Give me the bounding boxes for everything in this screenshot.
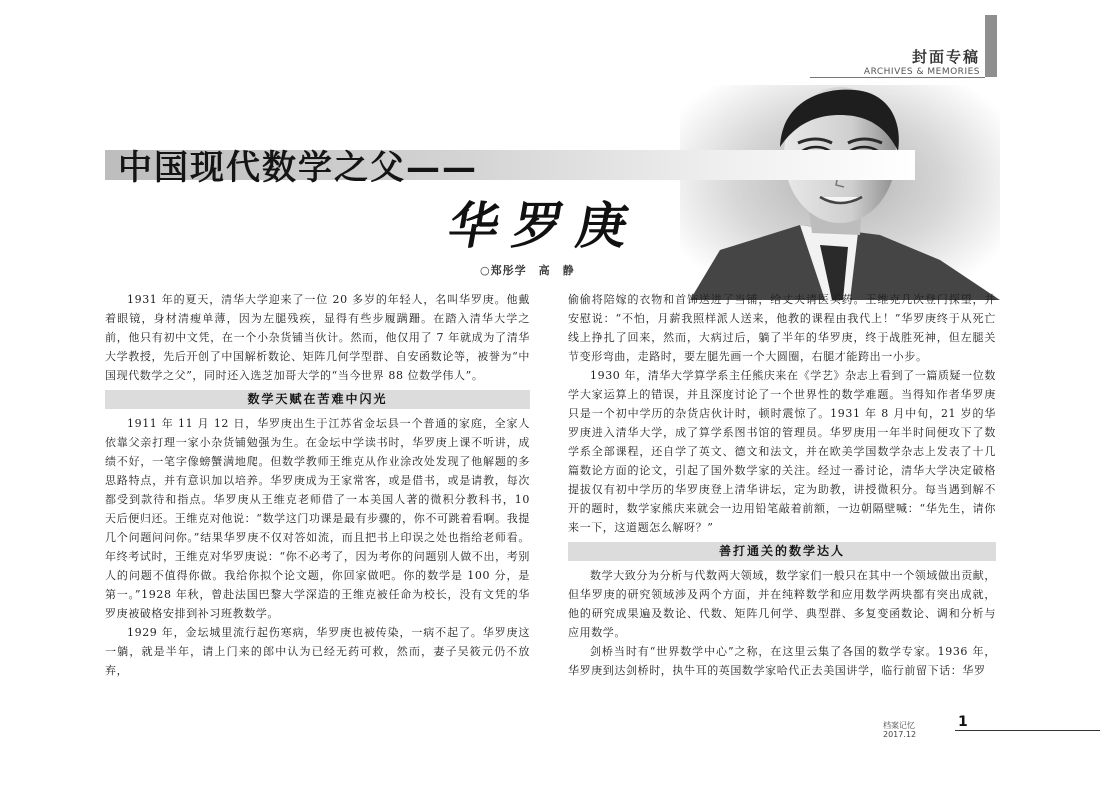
paragraph: 1930 年，清华大学算学系主任熊庆来在《学艺》杂志上看到了一篇质疑一位数学大家运算上的错误，并且深度讨论了一个世界性的数学难题。当得知作者华罗庚只是一个初中学历的杂货店伙计时，顿时震惊了。1931 年 8 月中旬，21 岁的华罗庚进入清华大学，成了算学系图书馆的管理员。华罗庚用一年半时间便攻下了数学系全部课程，还自学了英文、德文和法文，并在欧美学国数学杂志上发表了十几篇数论方面的论文，引起了国外数学家的关注。经过一番讨论，清华大学决定破格提拔仅有初中学历的华罗庚登上清华讲坛，定为助教，讲授微积分。每当遇到解不开的题时，数学家熊庆来就会一边用铅笔敲着前额，一边朝隔壁喊：“华先生，请你来一下，这道题怎么解呀？” (568, 369, 996, 534)
subheading-master: 善打通关的数学达人 (568, 542, 996, 561)
portrait-photo (680, 85, 1000, 300)
section-title-english: ARCHIVES & MEMORIES (863, 67, 980, 77)
footer-issue-date: 2017.12 (883, 730, 917, 739)
paragraph: 偷偷将陪嫁的衣物和首饰送进了当铺，给丈夫请医买药。王维克几次登门探望，并安慰说：“不怕，月薪我照样派人送来，他教的课程由我代上！”华罗庚终于从死亡线上挣扎了回来，然而，大病过后，躺了半年的华罗庚，终于战胜死神，但左腿关节变形弯曲，走路时，要左腿先画一个大圆圈，右腿才能跨出一小步。 (568, 293, 996, 363)
article-title: 中国现代数学之父—— (118, 148, 478, 188)
header-rule (810, 77, 985, 78)
footer-rule (955, 730, 1100, 731)
right-column (568, 290, 996, 680)
paragraph: 数学大致分为分析与代数两大领域，数学家们一般只在其中一个领域做出贡献，但华罗庚的研究领域涉及两个方面，并在纯粹数学和应用数学两块都有突出成就，他的研究成果遍及数论、代数、矩阵几何学、典型群、多复变函数论、调和分析与应用数学。 (568, 569, 996, 639)
paragraph: 1911 年 11 月 12 日，华罗庚出生于江苏省金坛县一个普通的家庭，全家人依靠父亲打理一家小杂货铺勉强为生。在金坛中学读书时，华罗庚上课不听讲，成绩不好，一笔字像螃蟹满地爬。但数学教师王维克从作业涂改处发现了他解题的多思路特点，并有意识加以培养。华罗庚成为王家常客，或是借书，或是请教，每次都受到款待和指点。华罗庚从王维克老师借了一本美国人著的微积分教科书，10 天后便归还。王维克对他说：“数学这门功课是最有步骤的，你不可跳着看啊。我提几个问题问问你。”结果华罗庚不仅对答如流，而且把书上印误之处也指给老师看。年终考试时，王维克对华罗庚说：“你不必考了，因为考你的问题别人做不出，考别人的问题不值得你做。我给你拟个论文题，你回家做吧。你的数学是 100 分，是第一。”1928 年秋，曾赴法国巴黎大学深造的王维克被任命为校长，没有文凭的华罗庚被破格安排到补习班教数学。 (105, 417, 531, 620)
footer-publication: 档案记忆 (883, 721, 915, 730)
byline: ○郑彤学 高 静 (480, 264, 575, 277)
intro-paragraph: 1931 年的夏天，清华大学迎来了一位 20 多岁的年轻人，名叫华罗庚。他戴着眼镜，身材清瘦单薄，因为左腿残疾，显得有些步履蹒跚。在踏入清华大学之前，他只有初中文凭，在一个小杂货铺当伙计。然而，他仅用了 7 年就成为了清华大学教授，先后开创了中国解析数论、矩阵几何学型群、自安函数论等，被誉为“中国现代数学之父”，同时还入选芝加哥大学的“当今世界 88 位数学伟人”。 (105, 293, 530, 382)
section-title: 封面专稿 (911, 48, 980, 66)
subject-name: 华罗庚 (444, 196, 647, 255)
header-accent-bar (985, 15, 997, 77)
left-column (105, 290, 530, 680)
page-number: 1 (958, 714, 968, 730)
subheading-talent: 数学天赋在苦难中闪光 (105, 390, 530, 409)
paragraph: 剑桥当时有“世界数学中心”之称，在这里云集了各国的数学专家。1936 年，华罗庚到达剑桥时，执牛耳的英国数学家哈代正去美国讲学，临行前留下话：华罗 (568, 645, 996, 677)
paragraph: 1929 年，金坛城里流行起伤寒病，华罗庚也被传染，一病不起了。华罗庚这一躺，就是半年，请上门来的郎中认为已经无药可救，然而，妻子吴筱元仍不放弃， (105, 626, 530, 677)
